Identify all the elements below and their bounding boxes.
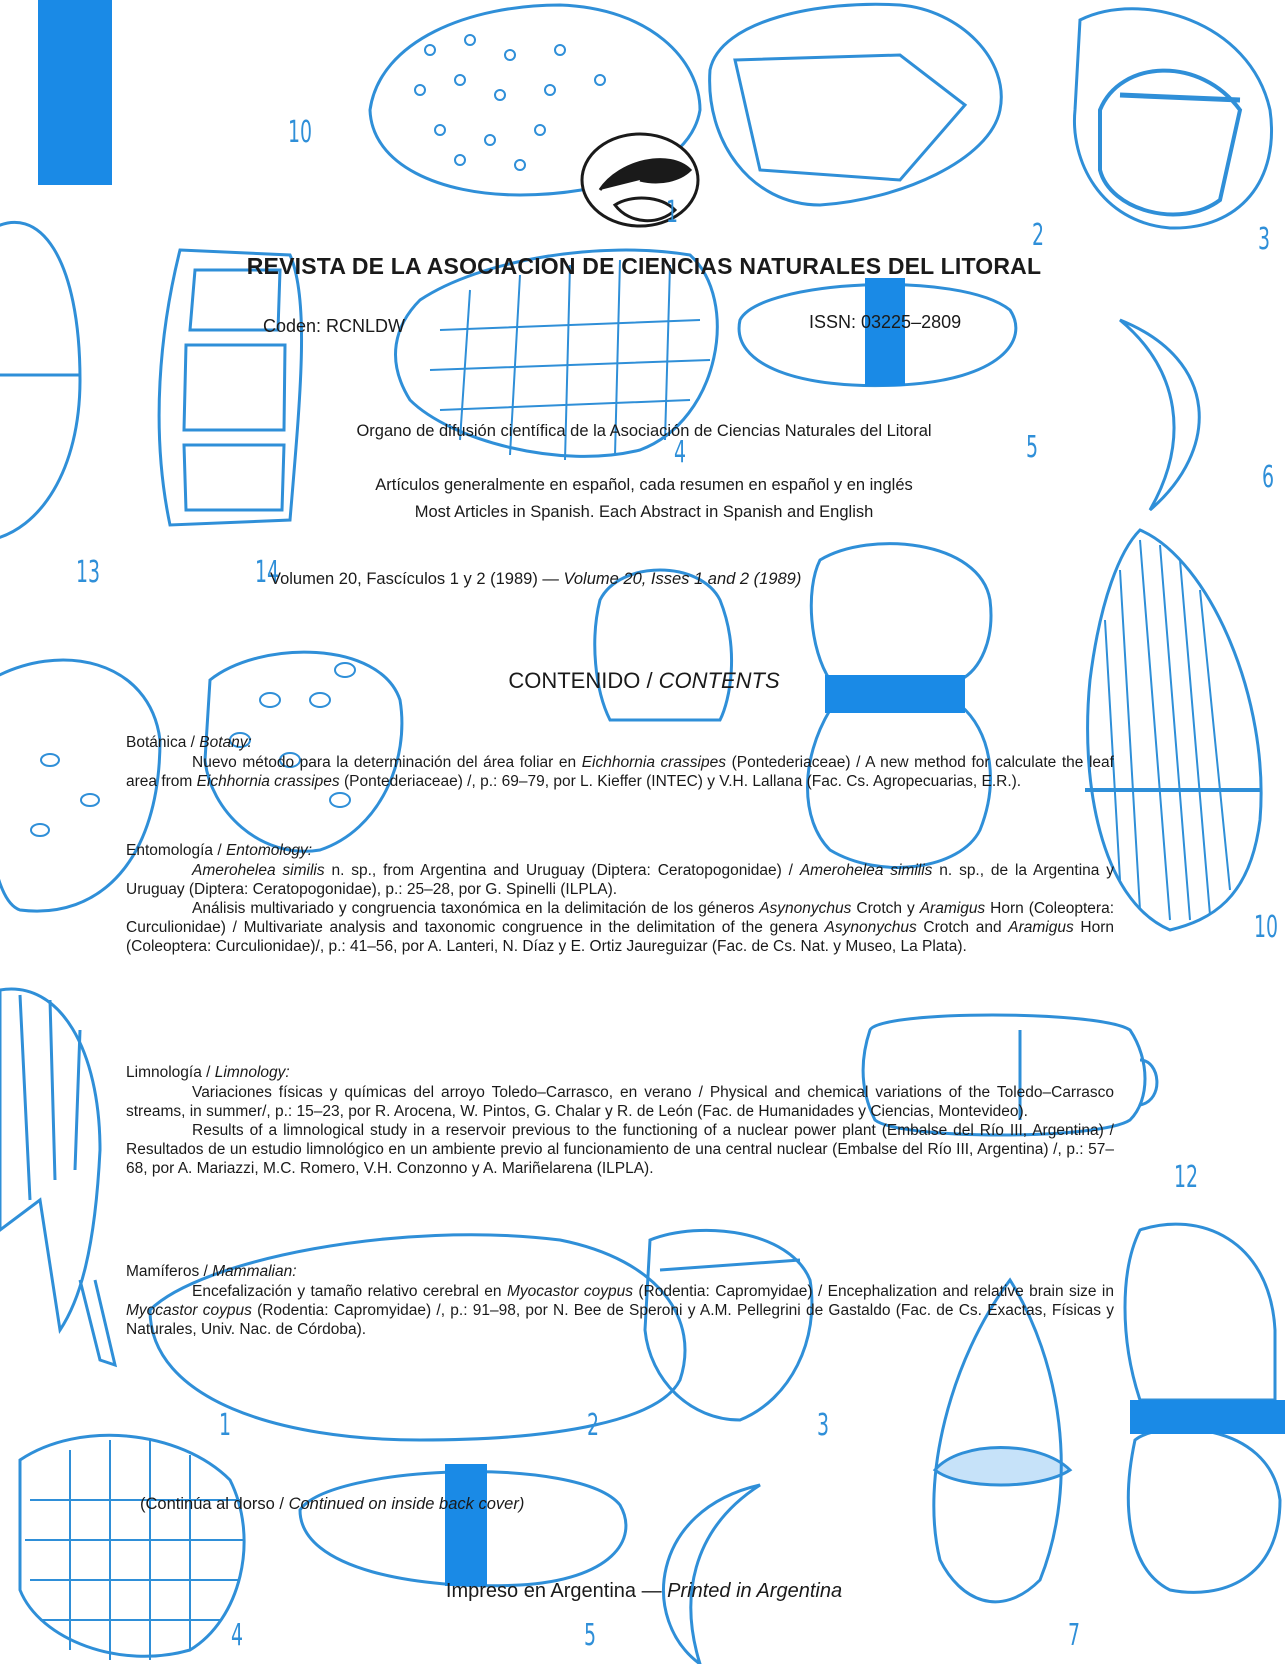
article-text: Nuevo método para la determinación del área foliar en xyxy=(192,754,582,771)
language-note-en: Most Articles in Spanish. Each Abstract in Spanish and English xyxy=(414,503,874,521)
article-text: (Rodentia: Capromyidae) /, p.: 91–98, por N. Bee de Speroni y A.M. Pellegrini de Gastaldo (Fac. de Cs. Exactas, Físicas y Naturales, Univ. Nac. de Córdoba). xyxy=(126,1302,1114,1338)
figure-number: 2 xyxy=(1032,218,1045,253)
issn-label: ISSN: 03225–2809 xyxy=(809,312,962,332)
section-heading-es: Entomología / xyxy=(126,842,226,859)
lens-frustule-shape xyxy=(710,4,1002,205)
figure-number: 3 xyxy=(817,1408,830,1443)
figure-number: 7 xyxy=(1068,1618,1081,1653)
article-text: (Pontederiaceae) /, p.: 69–79, por L. Kieffer (INTEC) y V.H. Lallana (Fac. Cs. Agropecuarias, E.R.). xyxy=(339,773,1022,790)
section-entomology xyxy=(126,841,1114,956)
section-botany xyxy=(126,733,1114,791)
contents-heading xyxy=(0,668,1288,694)
genus-name: Aramigus xyxy=(919,900,986,917)
section-heading xyxy=(126,733,1114,752)
article-entry xyxy=(126,753,1114,791)
figure-number: 6 xyxy=(1262,460,1275,495)
figure-number: 1 xyxy=(666,195,679,230)
figure-number: 13 xyxy=(76,555,101,590)
blue-band-shape xyxy=(38,0,112,185)
article-text: n. sp., from Argentina and Uruguay (Diptera: Ceratopogonidae) / xyxy=(324,862,800,879)
figure-number: 10 xyxy=(288,115,313,150)
paired-valve-shape xyxy=(1125,1224,1275,1400)
figure-number: 3 xyxy=(1258,222,1271,257)
genus-name: Aramigus xyxy=(1008,919,1074,936)
section-heading xyxy=(126,841,1114,860)
figure-number: 4 xyxy=(674,435,687,470)
figure-number: 10 xyxy=(1254,910,1279,945)
section-heading xyxy=(126,1063,1114,1082)
article-entry: Variaciones físicas y químicas del arroyo Toledo–Carrasco, en verano / Physical and chemical variations of the Toledo–Carrasco streams, in summer/, p.: 15–23, por R. Arocena, W. Pintos, G. Chalar y R. de León (Fac. de Humanidades y Ciencias, Montevideo). xyxy=(126,1084,1114,1120)
continued-es: (Continúa al dorso / xyxy=(140,1495,289,1513)
article-text: Análisis multivariado y congruencia taxonómica en la delimitación de los géneros xyxy=(192,900,760,917)
article-text: n. sp., de la Argentina y Uruguay (Diptera: Ceratopogonidae), p.: 25–28, por G. Spinelli (ILPLA). xyxy=(126,862,1114,898)
organ-statement: Organo de difusión científica de la Asociación de Ciencias Naturales del Litoral xyxy=(356,422,932,440)
contents-heading-es: CONTENIDO / xyxy=(508,668,659,693)
article-text: Horn (Coleoptera: Curculionidae)/, p.: 41–56, por A. Lanteri, N. Díaz y E. Ortiz Jaureguizar (Fac. de Cs. Nat. y Museo, La Plata). xyxy=(126,919,1115,955)
printed-en: Printed in Argentina xyxy=(667,1580,843,1602)
article-text: (Pontederiaceae) / A new method for calculate the leaf area from xyxy=(126,754,1114,790)
section-heading-en: Mammalian: xyxy=(212,1263,297,1280)
section-heading-es: Botánica / xyxy=(126,734,200,751)
section-mammalian xyxy=(126,1262,1114,1339)
article-text: Encefalización y tamaño relativo cerebral en xyxy=(192,1283,507,1300)
printed-in-note xyxy=(0,1580,1288,1603)
contents-heading-en: CONTENTS xyxy=(658,668,780,693)
figure-number: 5 xyxy=(584,1618,597,1653)
section-limnology xyxy=(126,1063,1114,1178)
article-entry xyxy=(126,861,1114,899)
article-text: Crotch y xyxy=(851,900,920,917)
volume-en: Volume 20, Isses 1 and 2 (1989) xyxy=(563,570,802,588)
species-name: Amerohelea similis xyxy=(192,862,325,879)
species-name: Eichhornia crassipes xyxy=(196,773,340,790)
section-heading-es: Mamíferos / xyxy=(126,1263,213,1280)
species-name: Amerohelea similis xyxy=(799,862,933,879)
journal-title: REVISTA DE LA ASOCIACION DE CIENCIAS NATURALES DEL LITORAL xyxy=(246,253,1042,279)
article-entry xyxy=(126,1282,1114,1339)
article-text: Horn (Coleoptera: Curculionidae) / Multivariate analysis and taxonomic congruence in the delimitation of the genera xyxy=(126,900,1114,936)
article-text: Crotch and xyxy=(916,919,1009,936)
article-entry: Results of a limnological study in a reservoir previous to the functioning of a nuclear power plant (Embalse del Río III, Argentina) / Resultados de un estudio limnológico en un ambiente previo al funcionamiento de una central nuclear (Embalse del Río III, Argentina) /, p.: 57–68, por A. Mariazzi, M.C. Romero, V.H. Conzonno y A. Mariñelarena (ILPLA). xyxy=(126,1122,1114,1177)
genus-name: Asynonychus xyxy=(824,919,917,936)
species-name: Eichhornia crassipes xyxy=(581,754,726,771)
volume-es: Volumen 20, Fascículos 1 y 2 (1989) xyxy=(270,570,538,588)
figure-number: 12 xyxy=(1174,1160,1199,1195)
article-text: (Rodentia: Capromyidae) / Encephalization and relative brain size in xyxy=(632,1283,1114,1300)
continued-note xyxy=(140,1495,524,1514)
figure-number: 1 xyxy=(219,1408,232,1443)
section-heading-es: Limnología / xyxy=(126,1064,215,1081)
continued-en: Continued on inside back cover) xyxy=(288,1495,525,1513)
figure-number: 2 xyxy=(587,1408,600,1443)
paired-frustule-shape xyxy=(595,570,732,720)
printed-es: Impreso en Argentina — xyxy=(445,1580,668,1602)
figure-number: 4 xyxy=(231,1618,244,1653)
language-note-es: Artículos generalmente en español, cada resumen en español y en inglés xyxy=(375,476,913,494)
section-heading-en: Botany: xyxy=(199,734,252,751)
bird-fish-emblem-icon xyxy=(582,134,698,226)
volume-separator: — xyxy=(537,570,564,588)
figure-number: 14 xyxy=(255,555,280,590)
figure-number: 5 xyxy=(1026,430,1039,465)
section-heading-en: Entomology: xyxy=(225,842,313,859)
coden-label: Coden: RCNLDW xyxy=(263,316,406,336)
girdle-frustule-shape xyxy=(1074,9,1271,228)
genus-name: Asynonychus xyxy=(759,900,852,917)
section-heading xyxy=(126,1262,1114,1281)
article-entry xyxy=(126,899,1114,956)
species-name: Myocastor coypus xyxy=(126,1302,252,1319)
section-heading-en: Limnology: xyxy=(214,1064,290,1081)
species-name: Myocastor coypus xyxy=(506,1283,633,1300)
volume-line xyxy=(270,570,801,589)
